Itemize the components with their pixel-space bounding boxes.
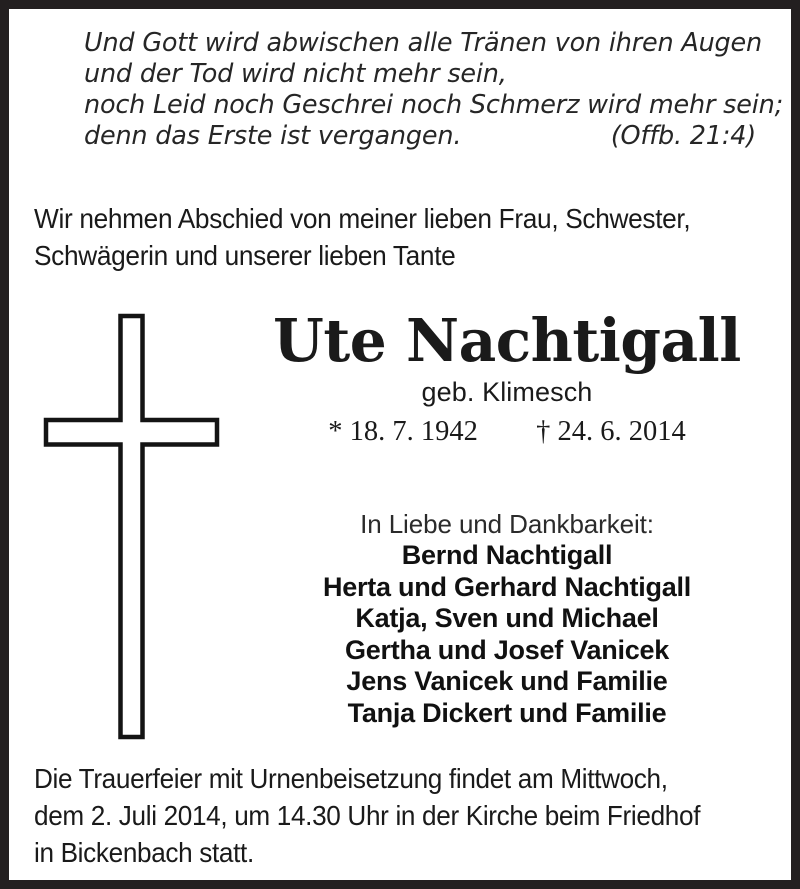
verse-line: und der Tod wird nicht mehr sein,: [84, 59, 507, 89]
death-date: † 24. 6. 2014: [536, 416, 686, 447]
intro-text: [34, 200, 774, 274]
deceased-name: Ute Nachtigall: [273, 306, 741, 375]
family-member: Herta und Gerhard Nachtigall: [322, 571, 692, 602]
family-member: Bernd Nachtigall: [401, 540, 613, 570]
verse-line: denn das Erste ist vergangen.: [84, 121, 462, 151]
birth-date: * 18. 7. 1942: [328, 416, 478, 447]
verse-last-line-row: [84, 121, 756, 152]
funeral-details: [34, 760, 779, 871]
intro-line: Schwägerin und unserer lieben Tante: [34, 240, 456, 271]
verse-line: noch Leid noch Geschrei noch Schmerz wird mehr sein;: [84, 90, 783, 120]
closing-line: dem 2. Juli 2014, um 14.30 Uhr in der Kirche beim Friedhof: [34, 800, 701, 831]
family-member: Tanja Dickert und Familie: [347, 697, 667, 728]
notice-inner: [9, 9, 791, 880]
deceased-name-block: [237, 306, 777, 450]
family-member: Gertha und Josef Vanicek: [344, 634, 670, 665]
closing-line: Die Trauerfeier mit Urnenbeisetzung findet am Mittwoch,: [34, 763, 668, 794]
bible-verse: [84, 28, 783, 152]
cross-icon: [37, 312, 227, 747]
verse-reference: (Offb. 21:4): [610, 121, 756, 151]
family-block: [247, 509, 767, 729]
verse-line: Und Gott wird abwischen alle Tränen von ihren Augen: [84, 28, 762, 58]
intro-line: Wir nehmen Abschied von meiner lieben Frau, Schwester,: [34, 203, 691, 234]
family-member: Jens Vanicek und Familie: [346, 666, 668, 696]
maiden-name: geb. Klimesch: [421, 377, 593, 407]
family-member: Katja, Sven und Michael: [355, 603, 659, 633]
life-dates: [237, 414, 777, 450]
family-header: In Liebe und Dankbarkeit:: [360, 509, 654, 539]
closing-line: in Bickenbach statt.: [34, 837, 254, 868]
